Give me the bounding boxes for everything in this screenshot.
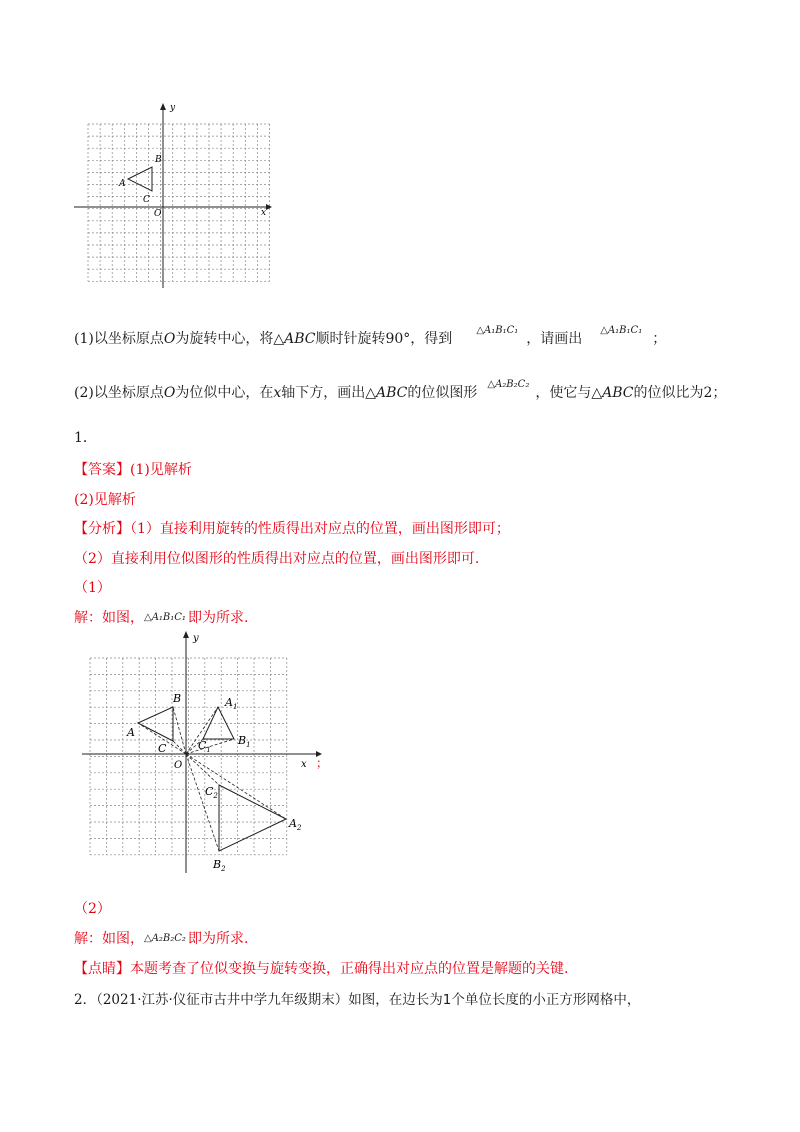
figure-2-label-a2: $A_2$ (289, 817, 302, 832)
triangle-a2b2c2-label: △A₂B₂C₂ (487, 379, 530, 390)
analysis-line-1: 【分析】（1）直接利用旋转的性质得出对应点的位置，画出图形即可； (74, 521, 510, 537)
figure-2-semicolon: ； (316, 756, 329, 770)
triangle-a1b1c1-label: △A₁B₁C₁ (600, 325, 643, 336)
comment-line: 【点睛】本题考查了位似变换与旋转变换，正确得出对应点的位置是解题的关键. (74, 961, 569, 977)
solution-1-number: （1） (74, 580, 111, 596)
solution-1-line: 解：如图，△A₁B₁C₁ 即为所求. (74, 610, 249, 626)
figure-2-y-arrow (183, 631, 189, 638)
triangle-a1b1c1-label: △A₁B₁C₁ (476, 325, 519, 336)
figure-1-label-c: C (143, 195, 150, 205)
triangle-a2b2c2-label: △A₂B₂C₂ (144, 933, 186, 944)
solution-2-number: （2） (74, 901, 111, 917)
figure-2-label-c2: $C_2$ (205, 785, 218, 800)
figure-2-label-c: C (158, 742, 167, 755)
figure-2-label-y: y (193, 633, 199, 644)
figure-2-label-c1: $C_1$ (198, 739, 211, 754)
figure-2-coordinate-grid (80, 628, 340, 883)
figure-1-label-b: B (155, 155, 162, 165)
figure-1-grid-lines (88, 124, 270, 281)
answer-line-1: 【答案】(1)见解析 (74, 462, 192, 478)
analysis-tag: 【分析】 (74, 521, 130, 537)
question-1-line: (1)以坐标原点O为旋转中心，将△ABC顺时针旋转90°，得到$^{\triangle A_1B_1C_1}$，请画出$^{\triangle A_1B_1C_1}$； (74, 325, 667, 347)
figure-2-label-b: B (173, 692, 182, 705)
figure-1-label-x: x (261, 208, 267, 218)
figure-2-label-b1: $B_1$ (238, 734, 251, 749)
question-2-stem: 2．（2021·江苏·仪征市古井中学九年级期末）如图，在边长为1个单位长度的小正方形网格中， (74, 992, 641, 1008)
figure-1-coordinate-grid (66, 98, 286, 293)
question-number-1: 1． (74, 430, 97, 446)
figure-2-triangle-a2b2c2 (219, 785, 286, 851)
figure-2-label-o: O (174, 760, 183, 771)
solution-2-line: 解：如图，△A₂B₂C₂ 即为所求. (74, 931, 249, 947)
figure-1-x-arrow (266, 204, 272, 210)
figure-1-label-y: y (170, 103, 176, 113)
answer-tag: 【答案】 (74, 462, 130, 478)
figure-1-y-arrow (160, 103, 166, 110)
comment-tag: 【点睛】 (74, 961, 130, 977)
analysis-line-2: （2）直接利用位似图形的性质得出对应点的位置，画出图形即可. (74, 551, 480, 567)
answer-line-2: (2)见解析 (74, 492, 136, 508)
figure-2-label-x: x (301, 759, 307, 770)
figure-1-triangle-abc (128, 167, 152, 191)
figure-2-label-a1: $A_1$ (225, 696, 238, 711)
figure-1-label-a: A (119, 179, 126, 189)
figure-1-label-o: O (154, 209, 162, 219)
figure-2-label-b2: $B_2$ (213, 858, 226, 873)
figure-2-grid-lines (90, 658, 287, 855)
figure-2-label-a: A (127, 726, 135, 739)
triangle-a1b1c1-label: △A₁B₁C₁ (144, 612, 186, 623)
question-2-line: (2)以坐标原点O为位似中心，在x轴下方，画出△ABC的位似图形$^{\triangle A_2B_2C_2}$，使它与△ABC的位似比为2； (74, 379, 727, 401)
figure-2-triangle-a1b1c1 (203, 707, 234, 739)
